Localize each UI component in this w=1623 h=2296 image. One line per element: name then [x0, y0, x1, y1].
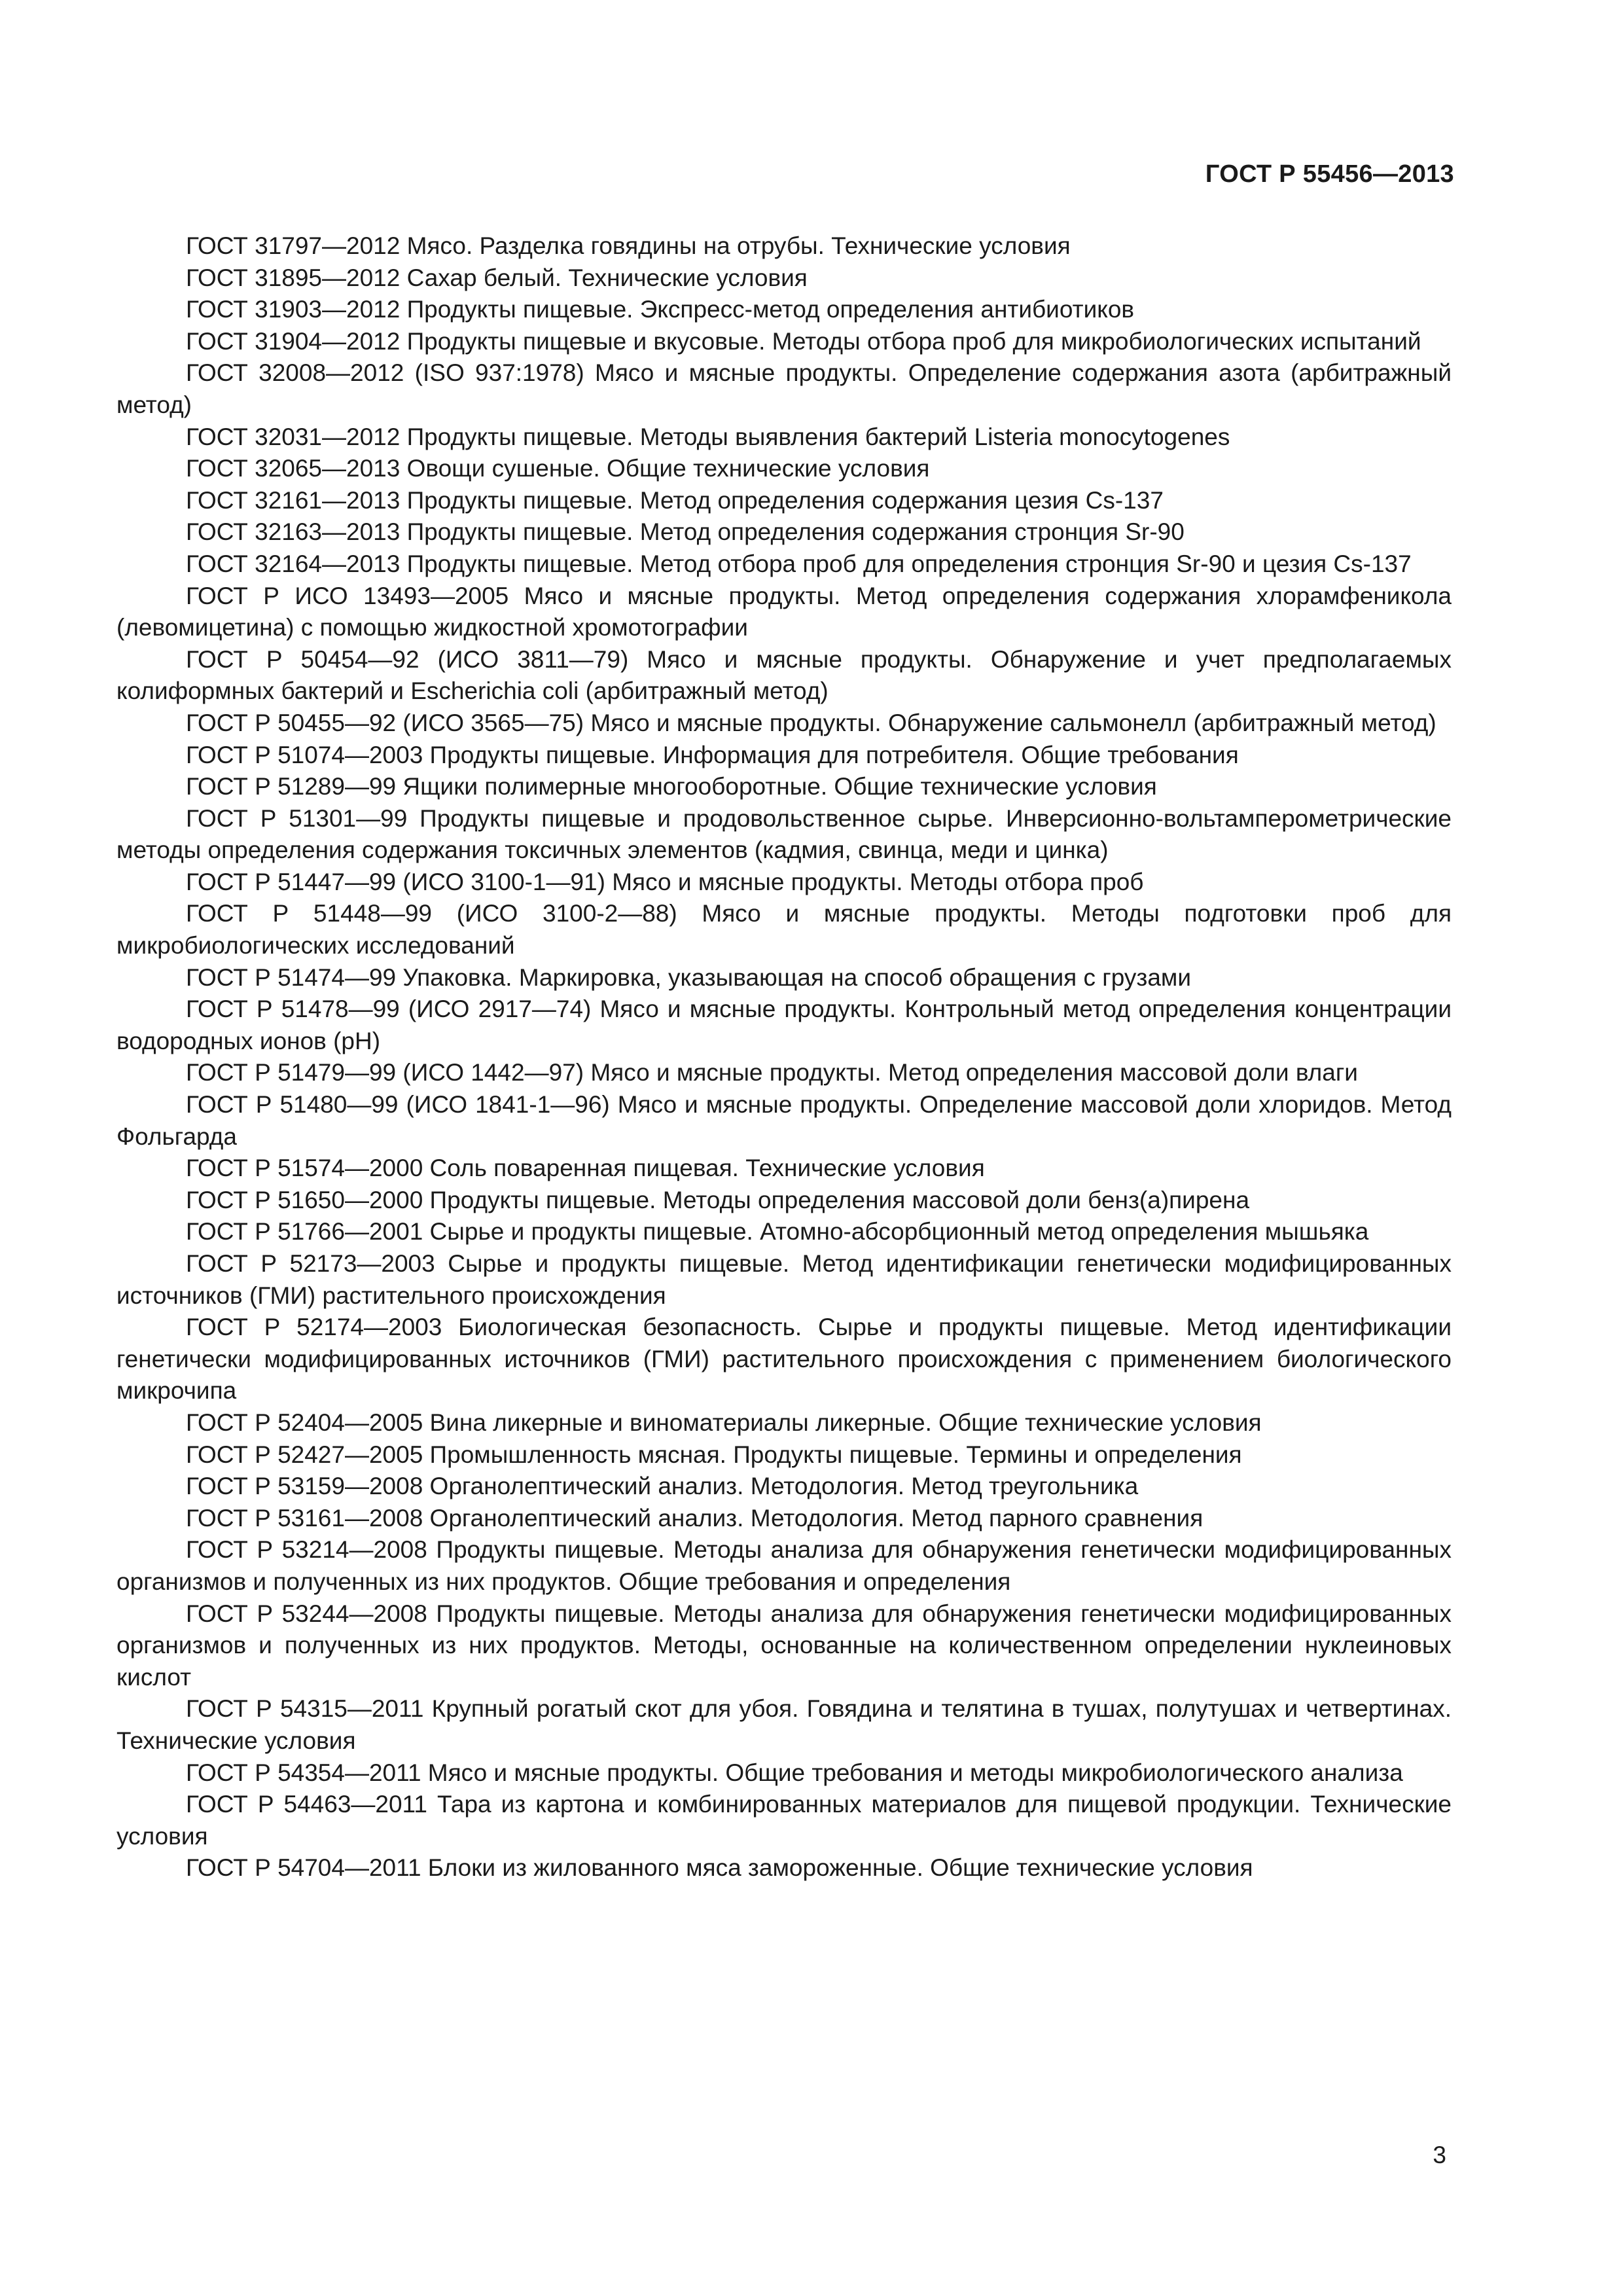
reference-entry: ГОСТ Р 51301—99 Продукты пищевые и продовольственное сырье. Инверсионно-вольтамперометрические методы определения содержания токсичных элементов (кадмия, свинца, меди и цинка)	[116, 804, 1452, 864]
reference-entry: ГОСТ Р 54354—2011 Мясо и мясные продукты. Общие требования и методы микробиологического анализа	[186, 1759, 1403, 1786]
reference-entry: ГОСТ 32161—2013 Продукты пищевые. Метод определения содержания цезия Cs-137	[186, 486, 1164, 514]
reference-entry: ГОСТ 32065—2013 Овощи сушеные. Общие технические условия	[186, 455, 930, 482]
reference-entry: ГОСТ Р 50455—92 (ИСО 3565—75) Мясо и мясные продукты. Обнаружение сальмонелл (арбитражный метод)	[186, 709, 1436, 736]
reference-entry: ГОСТ Р 51479—99 (ИСО 1442—97) Мясо и мясные продукты. Метод определения массовой доли влаги	[186, 1059, 1358, 1086]
reference-entry: ГОСТ Р 51074—2003 Продукты пищевые. Информация для потребителя. Общие требования	[186, 741, 1239, 768]
reference-entry: ГОСТ Р 51650—2000 Продукты пищевые. Методы определения массовой доли бенз(а)пирена	[186, 1186, 1250, 1213]
reference-entry: ГОСТ Р 52173—2003 Сырье и продукты пищевые. Метод идентификации генетически модифицированных источников (ГМИ) растительного происхождения	[116, 1250, 1452, 1309]
reference-entry: ГОСТ Р 50454—92 (ИСО 3811—79) Мясо и мясные продукты. Обнаружение и учет предполагаемых колиформных бактерий и Escherichia coli (арбитражный метод)	[116, 645, 1452, 705]
reference-entry: ГОСТ 31903—2012 Продукты пищевые. Экспресс-метод определения антибиотиков	[186, 296, 1135, 323]
reference-entry: ГОСТ 31797—2012 Мясо. Разделка говядины на отрубы. Технические условия	[186, 232, 1071, 259]
reference-entry: ГОСТ Р 52427—2005 Промышленность мясная. Продукты пищевые. Термины и определения	[186, 1441, 1242, 1468]
reference-entry: ГОСТ 32164—2013 Продукты пищевые. Метод отбора проб для определения стронция Sr-90 и цезия Cs-137	[186, 550, 1412, 577]
normative-references-list	[116, 230, 1452, 1884]
reference-entry: ГОСТ 32163—2013 Продукты пищевые. Метод определения содержания стронция Sr-90	[186, 518, 1185, 546]
reference-entry: ГОСТ Р 53159—2008 Органолептический анализ. Методология. Метод треугольника	[186, 1473, 1139, 1500]
reference-entry: ГОСТ Р 54463—2011 Тара из картона и комбинированных материалов для пищевой продукции. Технические условия	[116, 1791, 1452, 1850]
reference-entry: ГОСТ 32031—2012 Продукты пищевые. Методы выявления бактерий Listeria monocytogenes	[186, 423, 1230, 450]
reference-entry: ГОСТ Р 53214—2008 Продукты пищевые. Методы анализа для обнаружения генетически модифицированных организмов и полученных из них продуктов. Общие требования и определения	[116, 1536, 1452, 1595]
reference-entry: ГОСТ Р 51447—99 (ИСО 3100-1—91) Мясо и мясные продукты. Методы отбора проб	[186, 868, 1144, 895]
reference-entry: ГОСТ Р 51289—99 Ящики полимерные многооборотные. Общие технические условия	[186, 773, 1157, 800]
reference-entry: ГОСТ 32008—2012 (ISO 937:1978) Мясо и мясные продукты. Определение содержания азота (арбитражный метод)	[116, 359, 1452, 418]
reference-entry: ГОСТ Р 53244—2008 Продукты пищевые. Методы анализа для обнаружения генетически модифицированных организмов и полученных из них продуктов. Методы, основанные на количественном определении нуклеиновых кислот	[116, 1600, 1452, 1691]
reference-entry: ГОСТ Р ИСО 13493—2005 Мясо и мясные продукты. Метод определения содержания хлорамфеникола (левомицетина) с помощью жидкостной хромотографии	[116, 582, 1452, 641]
reference-entry: ГОСТ Р 51478—99 (ИСО 2917—74) Мясо и мясные продукты. Контрольный метод определения концентрации водородных ионов (pH)	[116, 996, 1452, 1054]
page-number: 3	[1433, 2142, 1446, 2168]
reference-entry: ГОСТ 31904—2012 Продукты пищевые и вкусовые. Методы отбора проб для микробиологических испытаний	[186, 327, 1421, 355]
reference-entry: ГОСТ Р 52404—2005 Вина ликерные и виноматериалы ликерные. Общие технические условия	[186, 1408, 1262, 1436]
reference-entry: ГОСТ Р 51766—2001 Сырье и продукты пищевые. Атомно-абсорбционный метод определения мышьяка	[186, 1218, 1369, 1246]
reference-entry: ГОСТ Р 51574—2000 Соль поваренная пищевая. Технические условия	[186, 1155, 985, 1182]
reference-entry: ГОСТ Р 51448—99 (ИСО 3100-2—88) Мясо и мясные продукты. Методы подготовки проб для микробиологических исследований	[116, 900, 1452, 960]
document-code-header: ГОСТ Р 55456—2013	[1205, 160, 1454, 188]
reference-entry: ГОСТ Р 51474—99 Упаковка. Маркировка, указывающая на способ обращения с грузами	[186, 963, 1192, 991]
reference-entry: ГОСТ Р 51480—99 (ИСО 1841-1—96) Мясо и мясные продукты. Определение массовой доли хлоридов. Метод Фольгарда	[116, 1091, 1452, 1150]
reference-entry: ГОСТ 31895—2012 Сахар белый. Технические условия	[186, 264, 808, 291]
reference-entry: ГОСТ Р 52174—2003 Биологическая безопасность. Сырье и продукты пищевые. Метод идентификации генетически модифицированных источников (ГМИ) растительного происхождения с применением биологического микрочипа	[116, 1314, 1452, 1405]
reference-entry: ГОСТ Р 53161—2008 Органолептический анализ. Методология. Метод парного сравнения	[186, 1504, 1204, 1532]
reference-entry: ГОСТ Р 54315—2011 Крупный рогатый скот для убоя. Говядина и телятина в тушах, полутушах и четвертинах. Технические условия	[116, 1695, 1452, 1754]
reference-entry: ГОСТ Р 54704—2011 Блоки из жилованного мяса замороженные. Общие технические условия	[186, 1854, 1253, 1882]
